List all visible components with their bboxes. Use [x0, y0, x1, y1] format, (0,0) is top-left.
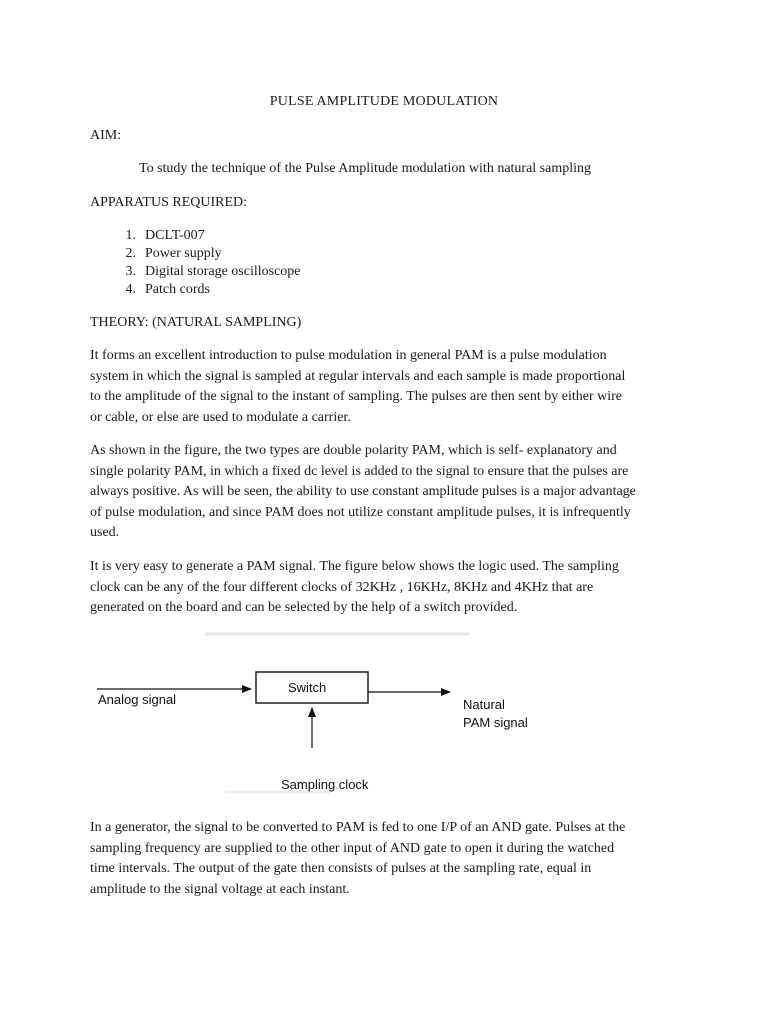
- theory-paragraph-4: In a generator, the signal to be converted to PAM is fed to one I/P of an AND gate. Pulses at the sampling frequency are supplied to the other input of AND gate to open it during the watched time intervals. The output of the gate then consists of pulses at the sampling rate, equal in amplitude to the signal voltage at each instant.: [90, 820, 626, 897]
- list-item: 4. Patch cords: [125, 282, 210, 297]
- switch-label: Switch: [288, 680, 327, 695]
- theory-heading: THEORY: (NATURAL SAMPLING): [90, 315, 302, 330]
- theory-paragraph-2: As shown in the figure, the two types are double polarity PAM, which is self- explanatory and single polarity PAM, in which a fixed dc level is added to the signal to ensure that the pulses are always positive. As will be seen, the ability to use constant amplitude pulses is a major advantage of pulse modulation, and since PAM does not utilize constant amplitude pulses, it is infrequently used.: [90, 443, 636, 541]
- aim-text: To study the technique of the Pulse Amplitude modulation with natural sampling: [139, 161, 592, 176]
- analog-signal-label: Analog signal: [98, 692, 177, 707]
- page-title: PULSE AMPLITUDE MODULATION: [269, 94, 499, 109]
- pam-signal-label: PAM signal: [463, 715, 528, 730]
- list-item: 1. DCLT-007: [125, 228, 205, 243]
- apparatus-heading: APPARATUS REQUIRED:: [90, 195, 248, 210]
- list-item: 2. Power supply: [125, 246, 222, 261]
- theory-paragraph-3: It is very easy to generate a PAM signal. The figure below shows the logic used. The sampling clock can be any of the four different clocks of 32KHz , 16KHz, 8KHz and 4KHz that are generated on the board and can be selected by the help of a switch provided.: [90, 559, 619, 616]
- list-item: 3. Digital storage oscilloscope: [125, 264, 301, 279]
- theory-paragraph-1: It forms an excellent introduction to pulse modulation in general PAM is a pulse modulation system in which the signal is sampled at regular intervals and each sample is made proportional to the amplitude of the signal to the instant of sampling. The pulses are then sent by either wire or cable, or else are used to modulate a carrier.: [90, 348, 626, 425]
- sampling-clock-label: Sampling clock: [281, 777, 369, 792]
- aim-heading: AIM:: [90, 128, 122, 143]
- natural-label: Natural: [463, 697, 505, 712]
